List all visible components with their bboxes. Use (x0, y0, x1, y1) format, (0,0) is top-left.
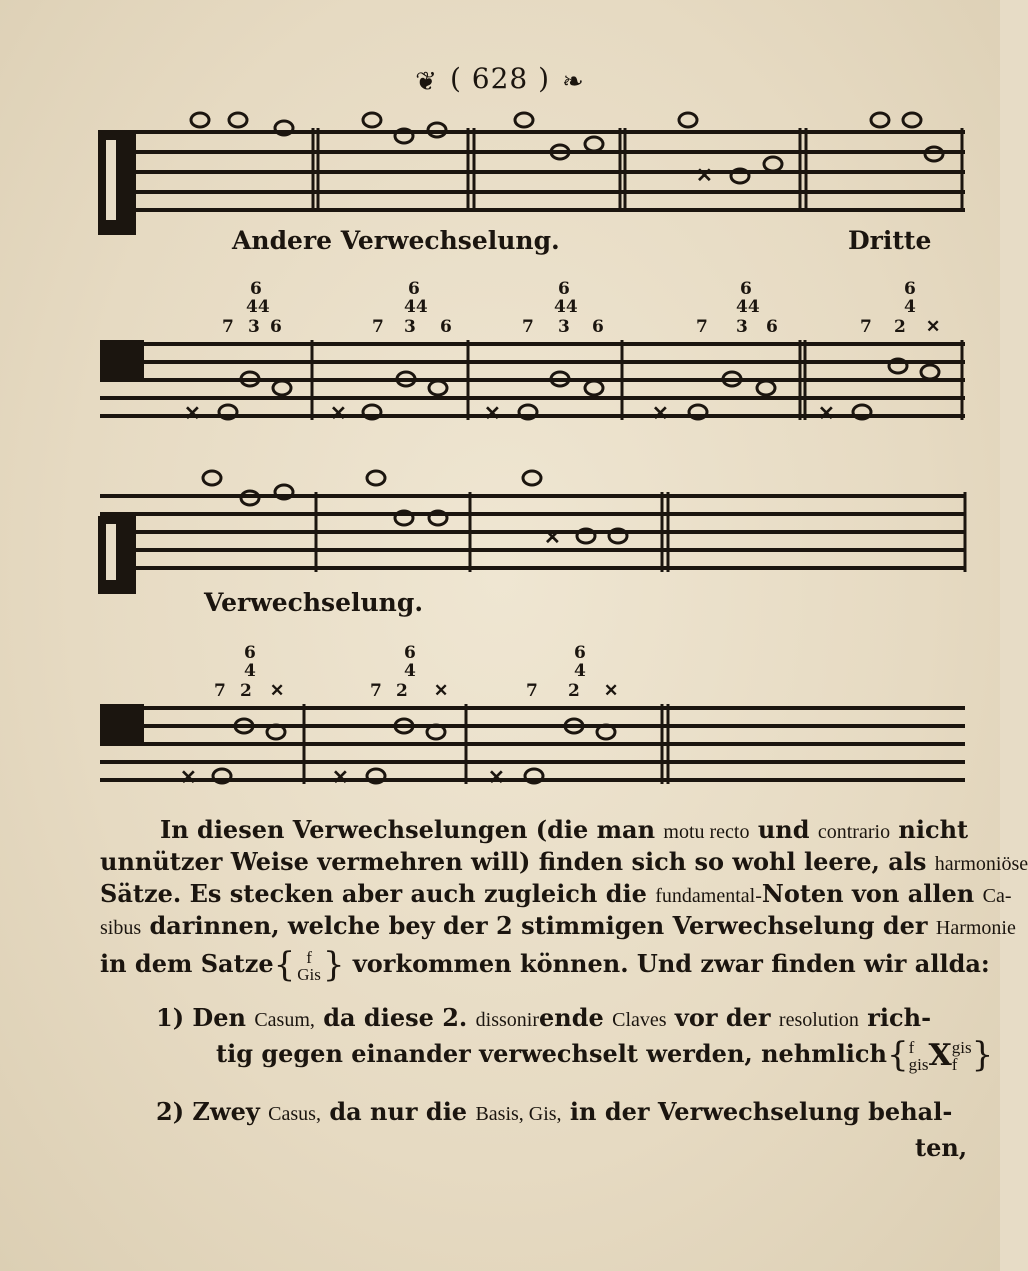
svg-text:6: 6 (440, 317, 452, 337)
svg-text:✕: ✕ (544, 525, 561, 549)
svg-text:7: 7 (370, 681, 382, 701)
svg-text:4: 4 (904, 297, 916, 317)
svg-text:✕: ✕ (180, 765, 197, 789)
svg-text:7: 7 (372, 317, 384, 337)
figured-bass-row-1 (0, 280, 1000, 340)
fraction-f-gis: f Gis (297, 947, 321, 984)
svg-text:✕: ✕ (270, 681, 285, 701)
svg-text:6: 6 (408, 279, 420, 299)
music-staff-1 (0, 100, 1000, 240)
svg-text:2: 2 (568, 681, 580, 701)
page-header (0, 62, 1000, 97)
text-line-5: in dem Satze{ f Gis } vorkommen können. Und zwar finden wir allda: (100, 945, 990, 985)
svg-text:7: 7 (696, 317, 708, 337)
svg-text:44: 44 (736, 297, 760, 317)
caption-verwechselung: Verwechselung. (204, 588, 424, 617)
svg-text:44: 44 (404, 297, 428, 317)
text-line-4: sibus darinnen, welche bey der 2 stimmigen Verwechselung der Harmonie (100, 911, 1016, 940)
svg-text:✕: ✕ (434, 681, 449, 701)
svg-text:✕: ✕ (604, 681, 619, 701)
svg-text:3: 3 (558, 317, 570, 337)
svg-text:✕: ✕ (818, 401, 835, 425)
text-line-2: unnützer Weise vermehren will) finden sich so wohl leere, als harmoniöse (100, 847, 1028, 876)
caption-andere: Andere Verwechselung. (232, 226, 560, 255)
cross-sign: X (928, 1038, 952, 1073)
svg-text:6: 6 (250, 279, 262, 299)
svg-text:7: 7 (214, 681, 226, 701)
svg-text:6: 6 (592, 317, 604, 337)
text-line-3: Sätze. Es stecken aber auch zugleich die fundamental-Noten von allen Ca- (100, 879, 1012, 908)
svg-text:44: 44 (554, 297, 578, 317)
svg-text:✕: ✕ (484, 401, 501, 425)
svg-text:✕: ✕ (652, 401, 669, 425)
svg-text:6: 6 (904, 279, 916, 299)
music-staff-2 (0, 336, 1000, 436)
svg-text:4: 4 (574, 661, 586, 681)
ornament-icon: ❧ (562, 67, 585, 97)
svg-text:6: 6 (766, 317, 778, 337)
svg-text:✕: ✕ (488, 765, 505, 789)
svg-text:7: 7 (522, 317, 534, 337)
svg-text:7: 7 (222, 317, 234, 337)
text-line-1: In diesen Verwechselungen (die man motu recto und contrario nicht (160, 815, 969, 844)
svg-text:3: 3 (736, 317, 748, 337)
svg-text:6: 6 (244, 643, 256, 663)
svg-text:3: 3 (404, 317, 416, 337)
svg-text:6: 6 (404, 643, 416, 663)
text-line-item2-cont: ten, (915, 1133, 968, 1162)
svg-text:✕: ✕ (332, 765, 349, 789)
svg-text:4: 4 (404, 661, 416, 681)
text-line-item1-cont: tig gegen einander verwechselt werden, nehmlich{ f gis X gis f } (216, 1035, 994, 1075)
svg-text:6: 6 (574, 643, 586, 663)
svg-text:7: 7 (526, 681, 538, 701)
svg-text:2: 2 (894, 317, 906, 337)
svg-text:2: 2 (396, 681, 408, 701)
svg-text:2: 2 (240, 681, 252, 701)
ornament-icon: ❦ (415, 67, 438, 97)
text-line-item2: 2) Zwey Casus, da nur die Basis, Gis, in der Verwechselung behal- (156, 1097, 953, 1126)
music-staff-3 (0, 466, 1000, 596)
svg-text:7: 7 (860, 317, 872, 337)
svg-text:3: 3 (248, 317, 260, 337)
page-number: ( 628 ) (449, 62, 551, 95)
svg-text:6: 6 (740, 279, 752, 299)
svg-text:4: 4 (244, 661, 256, 681)
svg-text:6: 6 (558, 279, 570, 299)
caption-dritte: Dritte (848, 226, 932, 255)
svg-text:✕: ✕ (184, 401, 201, 425)
figured-bass-row-2 (0, 644, 1000, 704)
svg-text:✕: ✕ (330, 401, 347, 425)
text-line-item1: 1) Den Casum, da diese 2. dissonirende Claves vor der resolution rich- (156, 1003, 932, 1032)
svg-text:44: 44 (246, 297, 270, 317)
svg-text:✕: ✕ (696, 163, 713, 187)
music-staff-4 (0, 700, 1000, 800)
svg-text:6: 6 (270, 317, 282, 337)
body-text (100, 812, 1028, 1172)
svg-text:✕: ✕ (926, 317, 941, 337)
